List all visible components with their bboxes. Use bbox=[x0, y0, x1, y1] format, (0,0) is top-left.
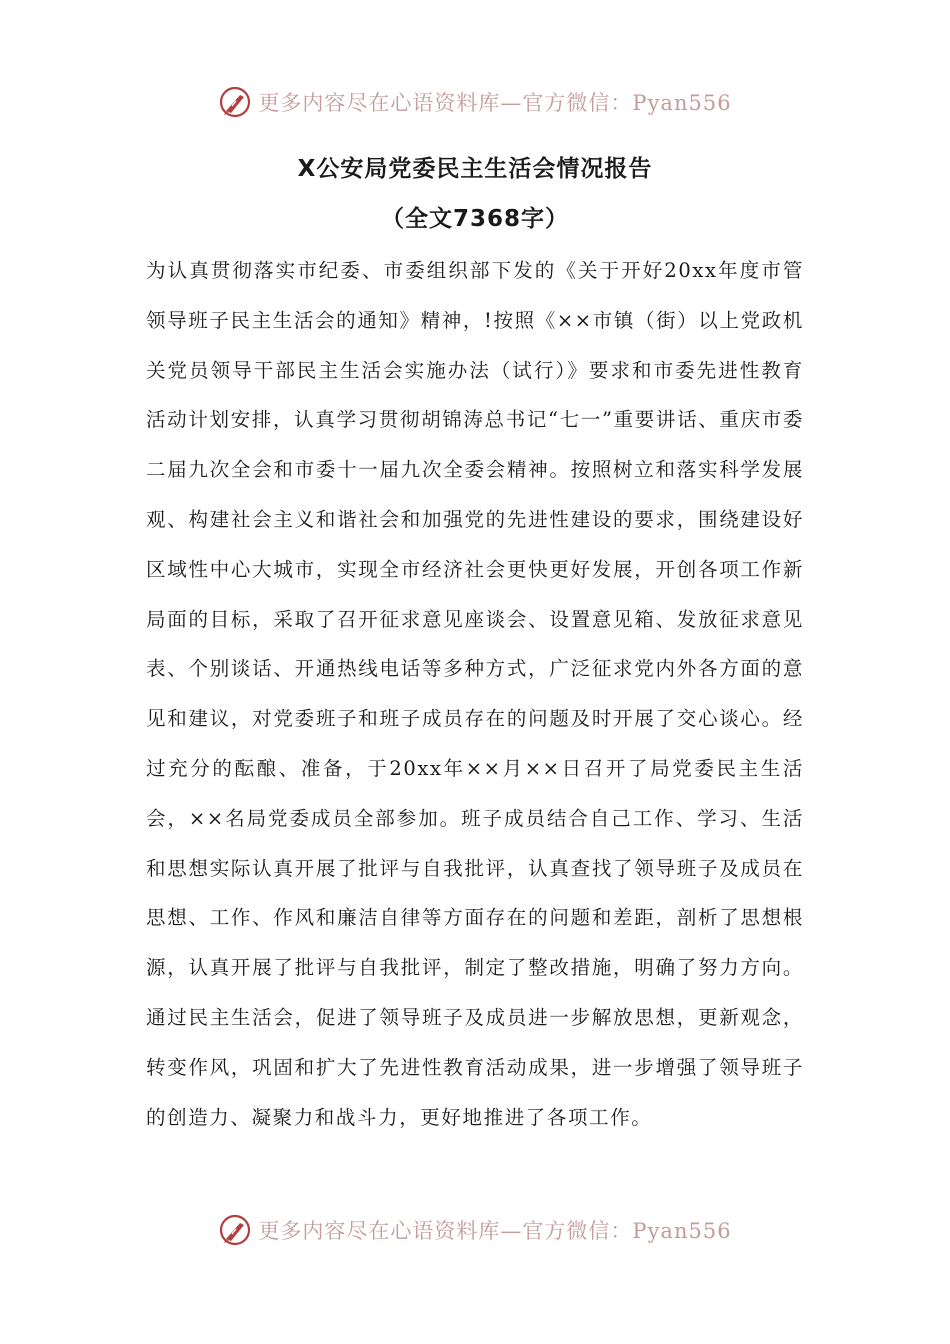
body-paragraph: 为认真贯彻落实市纪委、市委组织部下发的《关于开好20xx年度市管领导班子民主生活会的通知》精神，!按照《××市镇（街）以上党政机关党员领导干部民主生活会实施办法（试行）》要求和市委先进性教育活动计划安排，认真学习贯彻胡锦涛总书记“七一”重要讲话、重庆市委二届九次全会和市委十一届九次全委会精神。按照树立和落实科学发展观、构建社会主义和谐社会和加强党的先进性建设的要求，围绕建设好区域性中心大城市，实现全市经济社会更快更好发展，开创各项工作新局面的目标，采取了召开征求意见座谈会、设置意见箱、发放征求意见表、个别谈话、开通热线电话等多种方式，广泛征求党内外各方面的意见和建议，对党委班子和班子成员存在的问题及时开展了交心谈心。经过充分的酝酿、准备，于20xx年××月××日召开了局党委民主生活会，××名局党委成员全部参加。班子成员结合自己工作、学习、生活和思想实际认真开展了批评与自我批评，认真查找了领导班子及成员在思想、工作、作风和廉洁自律等方面存在的问题和差距，剖析了思想根源，认真开展了批评与自我批评，制定了整改措施，明确了努力方向。通过民主生活会，促进了领导班子及成员进一步解放思想，更新观念，转变作风，巩固和扩大了先进性教育活动成果，进一步增强了领导班子的创造力、凝聚力和战斗力，更好地推进了各项工作。 bbox=[146, 259, 804, 1129]
watermark-text: 更多内容尽在心语资料库—官方微信：Pyan556 bbox=[258, 91, 732, 115]
document-subtitle: （全文7368字） bbox=[380, 206, 569, 232]
document-title: X公安局党委民主生活会情况报告 bbox=[297, 156, 653, 182]
pen-nib-logo-icon bbox=[218, 85, 252, 119]
watermark-text: 更多内容尽在心语资料库—官方微信：Pyan556 bbox=[258, 1219, 732, 1243]
watermark-footer bbox=[0, 1208, 950, 1252]
pen-nib-logo-icon bbox=[218, 1213, 252, 1247]
watermark-header bbox=[0, 80, 950, 124]
